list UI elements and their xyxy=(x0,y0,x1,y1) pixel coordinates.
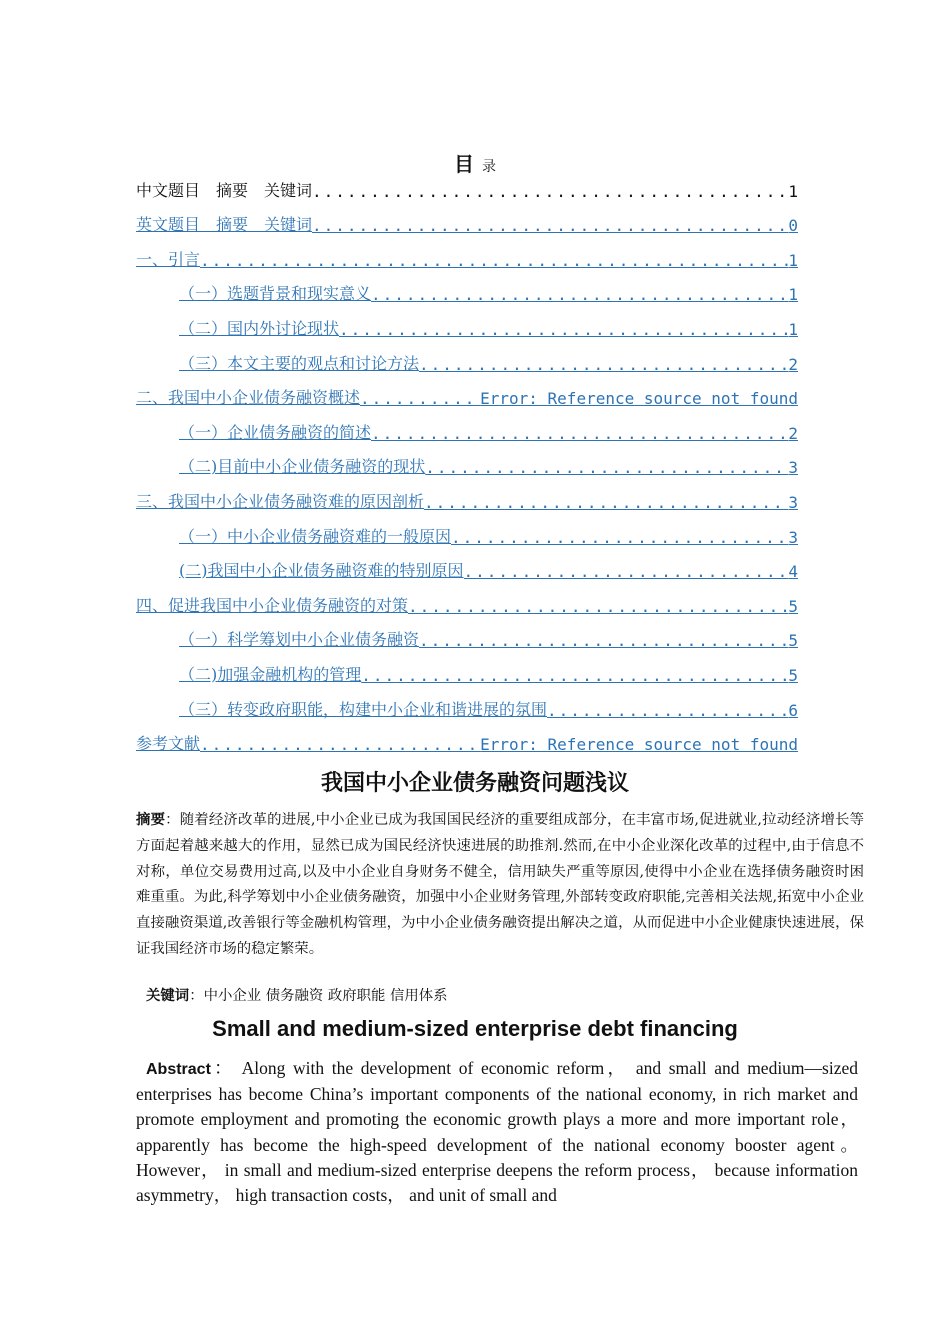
toc-entry-label: 二、我国中小企业债务融资概述 xyxy=(136,388,361,408)
chinese-keywords-colon: ： xyxy=(189,988,204,1004)
toc-entry-label: （一）选题背景和现实意义 xyxy=(179,284,372,304)
toc-entry-page: 1 xyxy=(788,250,798,270)
toc-link[interactable] xyxy=(136,205,798,240)
chinese-keywords xyxy=(146,984,448,1008)
toc-entry-page: 1 xyxy=(788,285,798,305)
toc-entry-page: 3 xyxy=(788,527,798,547)
english-title: Small and medium-sized enterprise debt financing xyxy=(212,1016,738,1041)
toc-leader xyxy=(200,735,480,754)
chinese-title: 我国中小企业债务融资问题浅议 xyxy=(320,771,629,796)
toc-link[interactable] xyxy=(136,654,798,689)
toc-link[interactable] xyxy=(136,551,798,586)
chinese-abstract xyxy=(136,808,864,963)
toc-entry-page: 5 xyxy=(788,665,798,685)
toc-leader xyxy=(547,701,788,720)
toc-link[interactable] xyxy=(136,689,798,724)
toc-entry-label: 中文题目 摘要 关键词 xyxy=(136,180,313,200)
toc-leader xyxy=(451,528,788,547)
toc-entry-page: 3 xyxy=(788,492,798,512)
english-abstract xyxy=(136,1056,858,1208)
english-abstract-colon: ： xyxy=(210,1058,235,1078)
chinese-keywords-text: 中小企业 债务融资 政府职能 信用体系 xyxy=(203,988,448,1004)
toc-leader xyxy=(339,320,788,339)
toc-leader xyxy=(312,216,788,235)
table-of-contents xyxy=(136,170,798,758)
toc-entry-page: 2 xyxy=(788,423,798,443)
toc-entry-label: （二)加强金融机构的管理 xyxy=(179,664,362,684)
toc-entry-label: （三）转变政府职能，构建中小企业和谐进展的氛围 xyxy=(179,699,548,719)
toc-link[interactable] xyxy=(136,447,798,482)
toc-entry-label: 三、我国中小企业债务融资难的原因剖析 xyxy=(136,491,425,511)
toc-leader xyxy=(371,424,788,443)
toc-link[interactable] xyxy=(136,308,798,343)
toc-entry-label: 一、引言 xyxy=(136,249,201,269)
toc-link[interactable] xyxy=(136,239,798,274)
chinese-abstract-label: 摘要 xyxy=(136,812,166,828)
toc-leader xyxy=(425,458,788,477)
toc-leader xyxy=(408,597,788,616)
toc-leader xyxy=(360,389,480,408)
english-abstract-text: Along with the development of economic reform， and small and medium—sized enterprises has become China’s important components of the national economy, in rich market and promote employment and promoting the economic growth plays a more and more important role， apparently has become the high-speed development of the national economy booster agent。 However， in small and medium-sized enterprise deepens the reform process， because information asymmetry， high transaction costs， and unit of small and xyxy=(136,1058,858,1206)
toc-leader xyxy=(464,562,789,581)
toc-title-small: 录 xyxy=(482,159,496,175)
toc-leader xyxy=(371,285,788,304)
toc-link[interactable] xyxy=(136,481,798,516)
toc-link[interactable] xyxy=(136,412,798,447)
toc-entry-label: （二）国内外讨论现状 xyxy=(179,318,340,338)
toc-entry-page: 5 xyxy=(788,631,798,651)
toc-title-main: 目 xyxy=(454,152,474,176)
toc-entry-label: （三）本文主要的观点和讨论方法 xyxy=(179,353,420,373)
toc-leader xyxy=(419,355,788,374)
toc-link[interactable] xyxy=(136,274,798,309)
chinese-keywords-label: 关键词 xyxy=(146,988,190,1004)
toc-entry-label: （一）中小企业债务融资难的一般原因 xyxy=(179,526,452,546)
toc-link[interactable] xyxy=(136,620,798,655)
toc-entry-label: 四、促进我国中小企业债务融资的对策 xyxy=(136,595,409,615)
toc-entry-page: 3 xyxy=(788,458,798,478)
toc-link[interactable] xyxy=(136,378,798,413)
toc-link[interactable] xyxy=(136,585,798,620)
toc-link[interactable] xyxy=(136,343,798,378)
toc-entry-page: 5 xyxy=(788,596,798,616)
toc-leader xyxy=(419,631,788,650)
toc-leader xyxy=(424,493,788,512)
toc-entry xyxy=(136,170,798,205)
toc-entry-page: 1 xyxy=(788,181,798,201)
toc-entry-label: （一）科学筹划中小企业债务融资 xyxy=(179,630,420,650)
toc-entry-page: 1 xyxy=(788,319,798,339)
toc-leader xyxy=(312,182,788,201)
toc-entry-page: Error: Reference source not found xyxy=(480,735,798,755)
chinese-abstract-colon: ： xyxy=(165,812,180,828)
toc-entry-label: 英文题目 摘要 关键词 xyxy=(136,215,313,235)
toc-entry-label: （一）企业债务融资的简述 xyxy=(179,422,372,442)
toc-entry-page: 0 xyxy=(788,216,798,236)
chinese-abstract-text: 随着经济改革的进展,中小企业已成为我国国民经济的重要组成部分，在丰富市场,促进就业,拉动经济增长等方面起着越来越大的作用，显然已成为国民经济快速进展的助推剂.然而,在中小企业深化改革的过程中,由于信息不对称，单位交易费用过高,以及中小企业自身财务不健全，信用缺失严重等原因,使得中小企业在选择债务融资时困难重重。为此,科学筹划中小企业债务融资，加强中小企业财务管理,外部转变政府职能,完善相关法规,拓宽中小企业直接融资渠道,改善银行等金融机构管理，为中小企业债务融资提出解决之道，从而促进中小企业健康快速进展，保证我国经济市场的稳定繁荣。 xyxy=(136,812,864,957)
toc-entry-page: Error: Reference source not found xyxy=(480,389,798,409)
toc-leader xyxy=(361,666,788,685)
toc-leader xyxy=(200,251,788,270)
toc-entry-page: 4 xyxy=(788,562,798,582)
toc-entry-page: 6 xyxy=(788,700,798,720)
toc-entry-label: 参考文献 xyxy=(136,734,201,754)
toc-entry-label: （二)目前中小企业债务融资的现状 xyxy=(179,457,426,477)
toc-link[interactable] xyxy=(136,516,798,551)
english-abstract-label: Abstract xyxy=(146,1061,211,1078)
toc-entry-label: (二)我国中小企业债务融资难的特别原因 xyxy=(179,561,464,581)
toc-link[interactable] xyxy=(136,724,798,759)
toc-entry-page: 2 xyxy=(788,354,798,374)
